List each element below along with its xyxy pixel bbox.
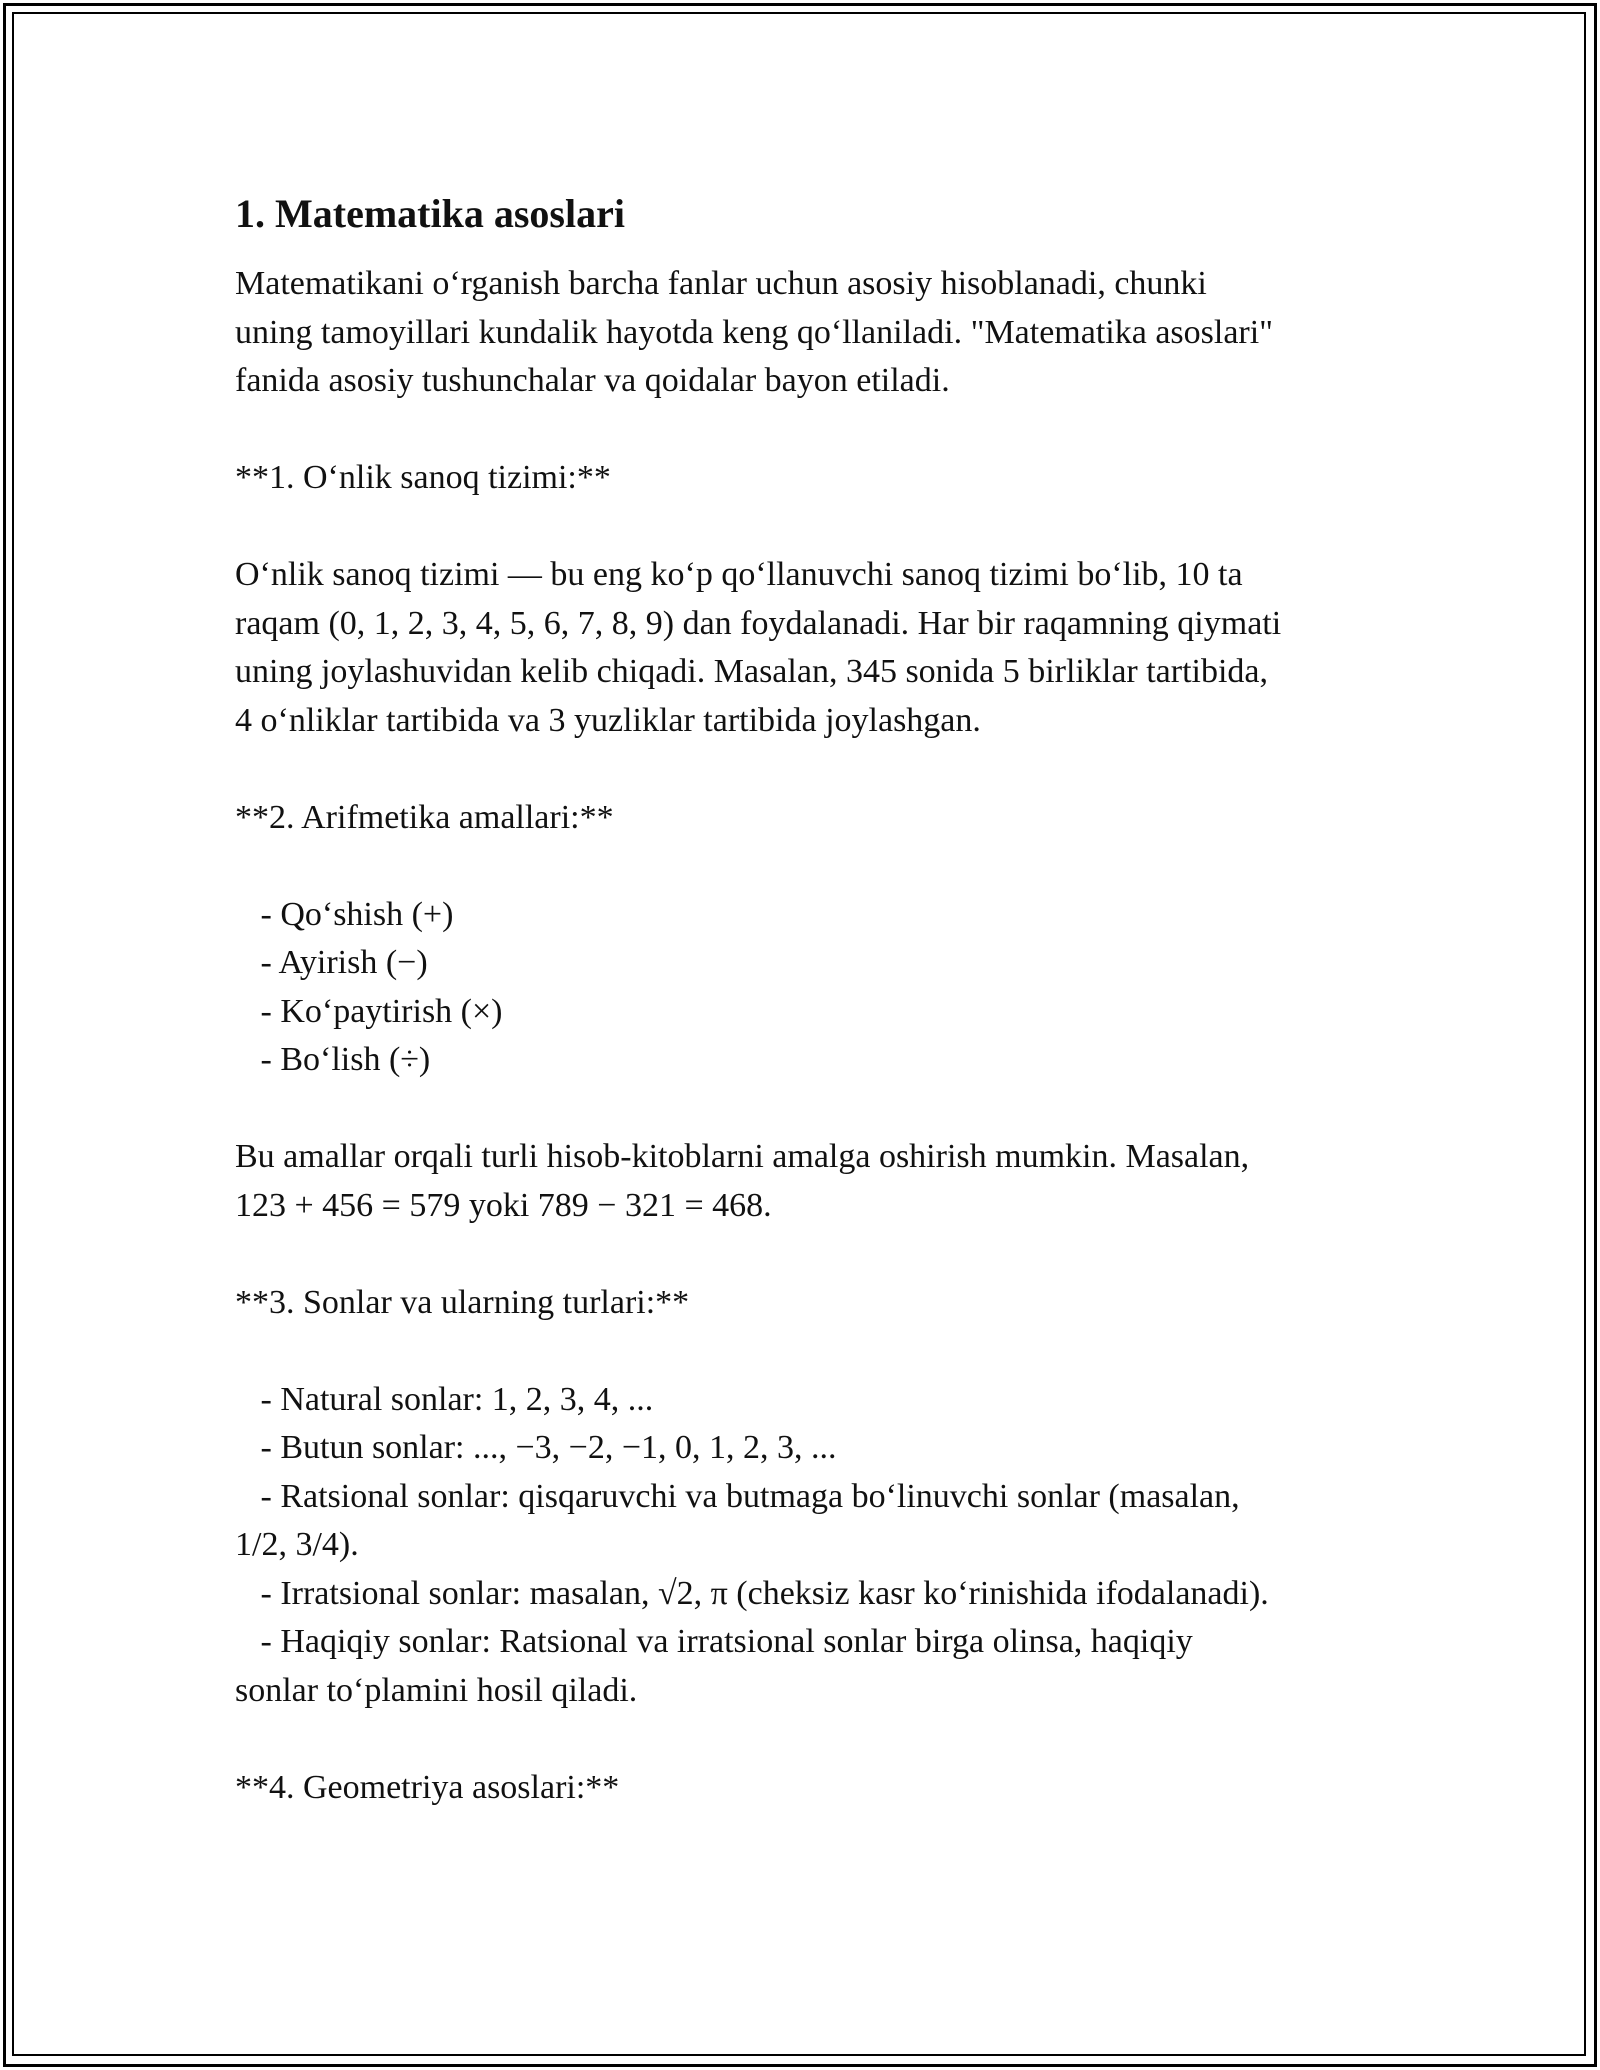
list-item: - Ko‘paytirish (×) xyxy=(235,992,503,1030)
paragraph-line: uning joylashuvidan kelib chiqadi. Masalan, 345 sonida 5 birliklar tartibida, xyxy=(235,653,1269,690)
list-line: - Irratsional sonlar: masalan, √2, π (cheksiz kasr ko‘rinishida ifodalanadi). xyxy=(235,1574,1269,1612)
number-types-list xyxy=(235,1376,1375,1716)
blank-line xyxy=(235,842,1375,891)
paragraph-line: 123 + 456 = 579 yoki 789 − 321 = 468. xyxy=(235,1186,772,1224)
list-item: - Qo‘shish (+) xyxy=(235,895,454,933)
document-body xyxy=(235,188,1375,1812)
blank-line xyxy=(235,745,1375,794)
intro-line: Matematikani o‘rganish barcha fanlar uchun asosiy hisoblanadi, chunki xyxy=(235,265,1207,302)
paragraph-line: raqam (0, 1, 2, 3, 4, 5, 6, 7, 8, 9) dan foydalanadi. Har bir raqamning qiymati xyxy=(235,604,1282,642)
intro-paragraph xyxy=(235,260,1375,406)
paragraph-line: Bu amallar orqali turli hisob-kitoblarni amalga oshirish mumkin. Masalan, xyxy=(235,1138,1250,1175)
list-line: - Natural sonlar: 1, 2, 3, 4, ... xyxy=(235,1380,654,1418)
intro-line: fanida asosiy tushunchalar va qoidalar bayon etiladi. xyxy=(235,362,950,399)
blank-line xyxy=(235,1085,1375,1134)
blank-line xyxy=(235,503,1375,552)
decimal-system-paragraph xyxy=(235,551,1375,745)
arithmetic-paragraph xyxy=(235,1133,1375,1230)
list-item: - Bo‘lish (÷) xyxy=(235,1041,431,1078)
paragraph-line: O‘nlik sanoq tizimi — bu eng ko‘p qo‘llanuvchi sanoq tizimi bo‘lib, 10 ta xyxy=(235,556,1243,593)
list-line: - Butun sonlar: ..., −3, −2, −1, 0, 1, 2, 3, ... xyxy=(235,1429,837,1466)
list-item: - Ayirish (−) xyxy=(235,944,428,981)
intro-line: uning tamoyillari kundalik hayotda keng qo‘llaniladi. "Matematika asoslari" xyxy=(235,313,1274,351)
list-line: sonlar to‘plamini hosil qiladi. xyxy=(235,1671,638,1709)
arithmetic-operations-list xyxy=(235,891,1375,1085)
blank-line xyxy=(235,1230,1375,1279)
section-title-decimal-system: **1. O‘nlik sanoq tizimi:** xyxy=(235,459,611,496)
paragraph-line: 4 o‘nliklar tartibida va 3 yuzliklar tartibida joylashgan. xyxy=(235,701,981,739)
section-title-number-types: **3. Sonlar va ularning turlari:** xyxy=(235,1283,690,1321)
list-line: - Haqiqiy sonlar: Ratsional va irratsional sonlar birga olinsa, haqiqiy xyxy=(235,1623,1193,1660)
section-title-arithmetic: **2. Arifmetika amallari:** xyxy=(235,798,614,836)
list-line: - Ratsional sonlar: qisqaruvchi va butmaga bo‘linuvchi sonlar (masalan, xyxy=(235,1477,1240,1515)
blank-line xyxy=(235,1327,1375,1376)
list-line: 1/2, 3/4). xyxy=(235,1526,359,1563)
document-heading: 1. Matematika asoslari xyxy=(235,191,625,236)
blank-line xyxy=(235,1715,1375,1764)
blank-line xyxy=(235,406,1375,455)
section-title-geometry: **4. Geometriya asoslari:** xyxy=(235,1768,620,1806)
